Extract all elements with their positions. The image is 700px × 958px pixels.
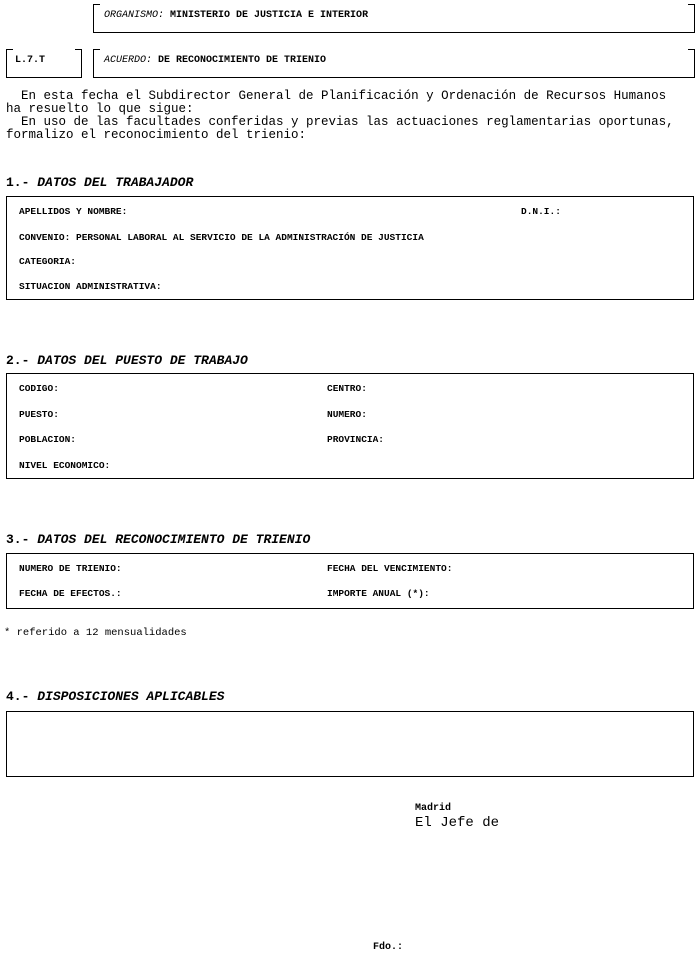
numero-field: NUMERO: [327,409,367,420]
organismo-label: ORGANISMO: [104,10,165,21]
dni-field: D.N.I.: [521,206,561,217]
form-code: L.7.T [15,55,46,66]
codigo-field: CODIGO: [19,383,59,394]
acuerdo-label: ACUERDO: [104,55,153,66]
intro-line-1: En esta fecha el Subdirector General de Planificación y Ordenación de Recursos Humanos [6,89,667,103]
acuerdo-box [93,49,695,78]
centro-field: CENTRO: [327,383,367,394]
footnote: * referido a 12 mensualidades [4,627,187,639]
jefe-label: El Jefe de [415,815,500,831]
fdo-label: Fdo.: [373,942,404,953]
categoria-field: CATEGORIA: [19,256,77,267]
worker-data-box [6,196,694,300]
poblacion-field: POBLACION: [19,434,77,445]
intro-line-2: ha resuelto lo que sigue: [6,102,194,116]
city-label: Madrid [415,803,452,814]
fecha-efectos-field: FECHA DE EFECTOS.: [19,588,122,599]
section-4-title: 4.- DISPOSICIONES APLICABLES [6,689,225,704]
section-1-title: 1.- DATOS DEL TRABAJADOR [6,175,194,190]
nivel-field: NIVEL ECONOMICO: [19,460,111,471]
apellidos-field: APELLIDOS Y NOMBRE: [19,206,128,217]
trienio-data-box [6,553,694,609]
numero-trienio-field: NUMERO DE TRIENIO: [19,563,122,574]
intro-line-3: En uso de las facultades conferidas y previas las actuaciones reglamentarias oportunas, [6,115,674,129]
puesto-field: PUESTO: [19,409,59,420]
disposiciones-box [6,711,694,777]
importe-field: IMPORTE ANUAL (*): [327,588,430,599]
section-3-title: 3.- DATOS DEL RECONOCIMIENTO DE TRIENIO [6,532,311,547]
intro-line-4: formalizo el reconocimiento del trienio: [6,128,307,142]
job-data-box [6,373,694,479]
section-2-title: 2.- DATOS DEL PUESTO DE TRABAJO [6,353,248,368]
fecha-vencimiento-field: FECHA DEL VENCIMIENTO: [327,563,453,574]
acuerdo-value: DE RECONOCIMIENTO DE TRIENIO [158,55,327,66]
organismo-box [93,4,695,33]
convenio-field: CONVENIO: PERSONAL LABORAL AL SERVICIO DE LA ADMINISTRACIÓN DE JUSTICIA [19,232,424,243]
code-box [6,49,82,78]
organismo-value: MINISTERIO DE JUSTICIA E INTERIOR [170,10,369,21]
provincia-field: PROVINCIA: [327,434,385,445]
situacion-field: SITUACION ADMINISTRATIVA: [19,281,162,292]
